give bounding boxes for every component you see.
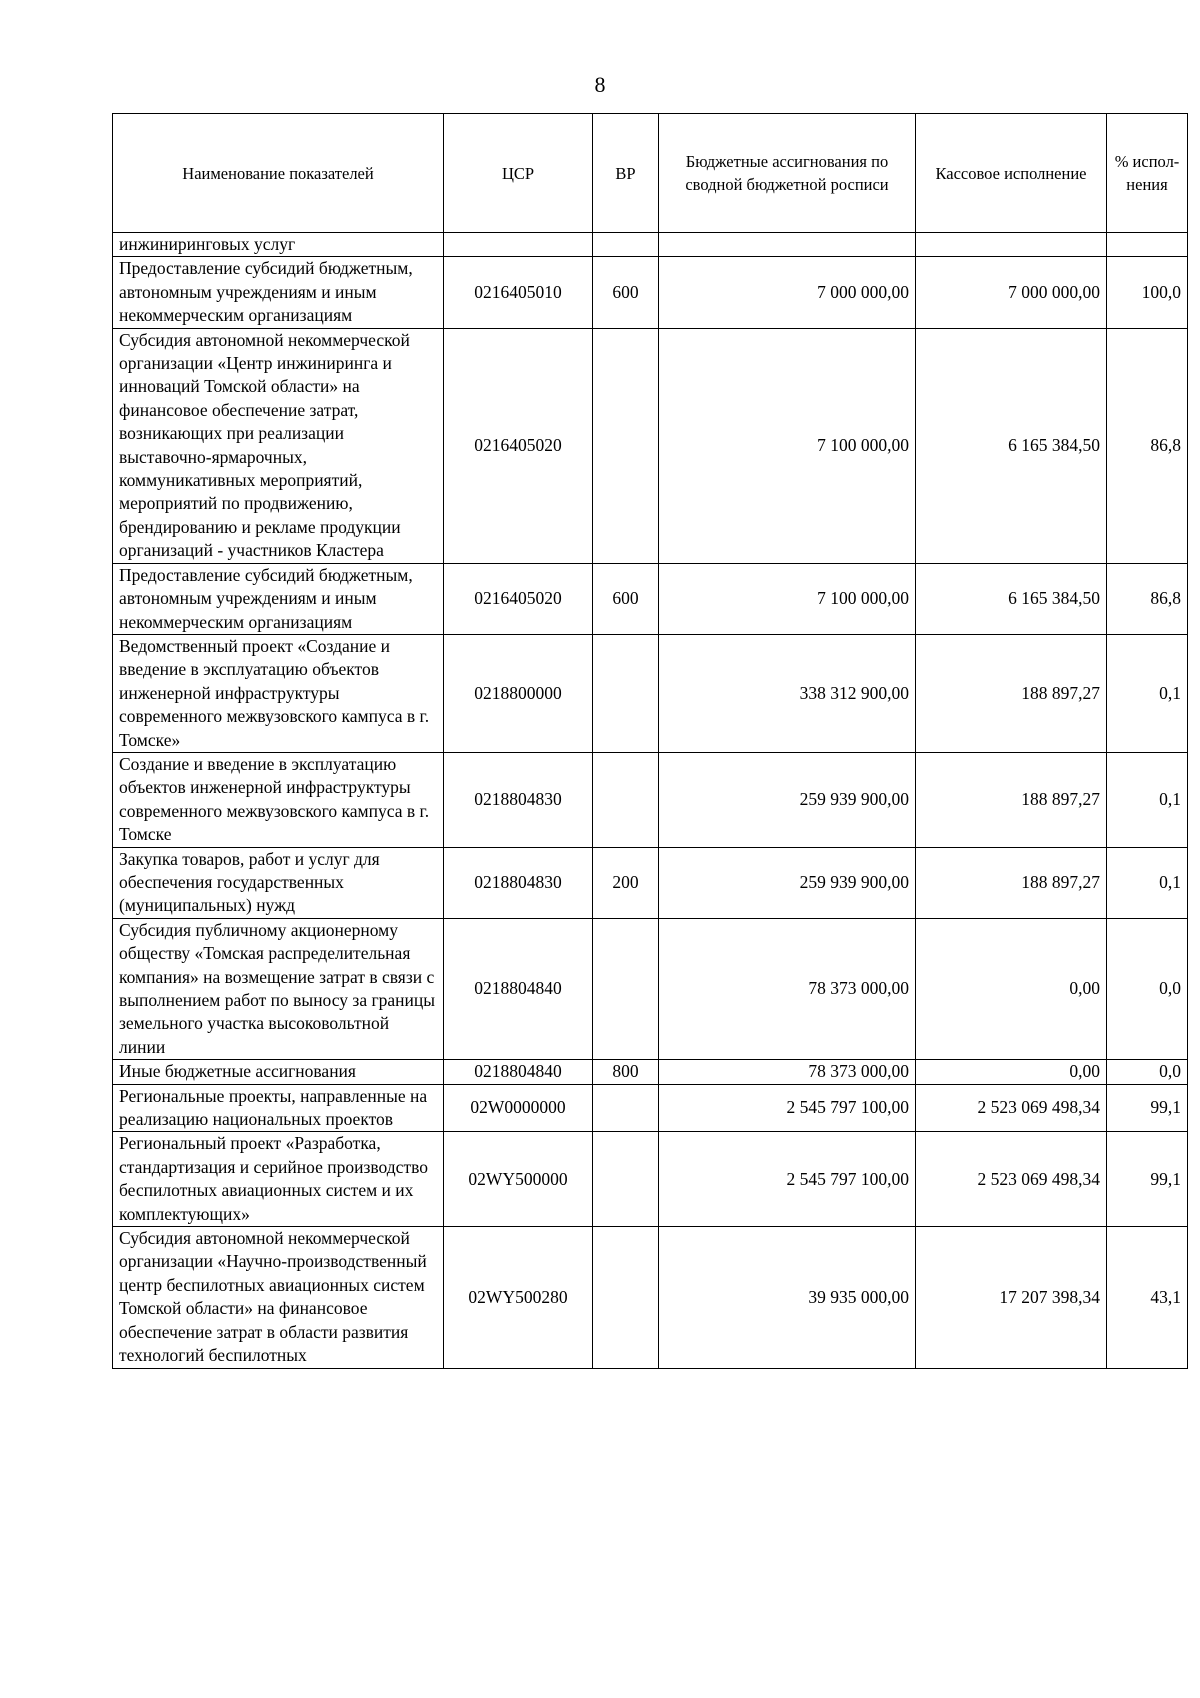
cell-vr — [593, 752, 659, 847]
cell-pct: 0,1 — [1107, 752, 1188, 847]
cell-plan: 7 100 000,00 — [659, 328, 916, 563]
header-plan: Бюджетные ассигнования по сводной бюджетной росписи — [659, 114, 916, 233]
cell-name: Предоставление субсидий бюджетным, автономным учреждениям и иным некоммерческим организациям — [113, 257, 444, 328]
cell-pct: 86,8 — [1107, 563, 1188, 634]
cell-fact — [916, 233, 1107, 257]
cell-pct: 0,0 — [1107, 918, 1188, 1059]
table-row — [113, 752, 1188, 847]
cell-name: Иные бюджетные ассигнования — [113, 1060, 444, 1084]
cell-pct: 0,0 — [1107, 1060, 1188, 1084]
cell-vr — [593, 1227, 659, 1368]
cell-plan: 7 100 000,00 — [659, 563, 916, 634]
cell-plan: 338 312 900,00 — [659, 634, 916, 752]
cell-vr — [593, 634, 659, 752]
cell-csr: 0218804840 — [444, 1060, 593, 1084]
cell-plan: 39 935 000,00 — [659, 1227, 916, 1368]
cell-vr: 600 — [593, 257, 659, 328]
cell-vr — [593, 1084, 659, 1132]
cell-name: Субсидия автономной некоммерческой организации «Научно-производственный центр беспилотных авиационных систем Томской области» на финансовое обеспечение затрат в области развития технологий беспилотных — [113, 1227, 444, 1368]
cell-pct: 0,1 — [1107, 634, 1188, 752]
cell-csr: 02WY500280 — [444, 1227, 593, 1368]
table-row — [113, 1227, 1188, 1368]
cell-fact: 188 897,27 — [916, 634, 1107, 752]
table-header-row — [113, 114, 1188, 233]
cell-pct: 99,1 — [1107, 1084, 1188, 1132]
header-fact: Кассовое исполнение — [916, 114, 1107, 233]
header-vr: ВР — [593, 114, 659, 233]
cell-plan: 2 545 797 100,00 — [659, 1084, 916, 1132]
cell-csr: 0216405010 — [444, 257, 593, 328]
cell-vr: 600 — [593, 563, 659, 634]
cell-name: Субсидия публичному акционерному обществу «Томская распределительная компания» на возмещение затрат в связи с выполнением работ по выносу за границы земельного участка высоковольтной линии — [113, 918, 444, 1059]
budget-execution-table — [112, 113, 1188, 1369]
table-row — [113, 1132, 1188, 1227]
cell-name: Региональный проект «Разработка, стандартизация и серийное производство беспилотных авиационных систем и их комплектующих» — [113, 1132, 444, 1227]
table-row — [113, 328, 1188, 563]
cell-pct: 43,1 — [1107, 1227, 1188, 1368]
cell-vr — [593, 328, 659, 563]
table-row — [113, 233, 1188, 257]
cell-plan: 2 545 797 100,00 — [659, 1132, 916, 1227]
cell-pct: 99,1 — [1107, 1132, 1188, 1227]
cell-plan: 259 939 900,00 — [659, 847, 916, 918]
table-row — [113, 1084, 1188, 1132]
cell-fact: 6 165 384,50 — [916, 563, 1107, 634]
header-name: Наименование показателей — [113, 114, 444, 233]
table-row — [113, 634, 1188, 752]
cell-pct: 86,8 — [1107, 328, 1188, 563]
header-csr: ЦСР — [444, 114, 593, 233]
cell-csr: 0218804830 — [444, 847, 593, 918]
table-row — [113, 1060, 1188, 1084]
cell-name: Субсидия автономной некоммерческой организации «Центр инжиниринга и инноваций Томской области» на финансовое обеспечение затрат, возникающих при реализации выставочно-ярмарочных, коммуникативных мероприятий, мероприятий по продвижению, брендированию и рекламе продукции организаций - участников Кластера — [113, 328, 444, 563]
table-row — [113, 847, 1188, 918]
cell-fact: 17 207 398,34 — [916, 1227, 1107, 1368]
cell-fact: 188 897,27 — [916, 847, 1107, 918]
cell-pct: 0,1 — [1107, 847, 1188, 918]
cell-vr — [593, 233, 659, 257]
cell-csr: 0216405020 — [444, 328, 593, 563]
cell-name: Ведомственный проект «Создание и введение в эксплуатацию объектов инженерной инфраструктуры современного межвузовского кампуса в г. Томске» — [113, 634, 444, 752]
cell-csr — [444, 233, 593, 257]
cell-plan: 78 373 000,00 — [659, 918, 916, 1059]
cell-fact: 0,00 — [916, 918, 1107, 1059]
cell-name: Региональные проекты, направленные на реализацию национальных проектов — [113, 1084, 444, 1132]
cell-plan: 259 939 900,00 — [659, 752, 916, 847]
cell-fact: 188 897,27 — [916, 752, 1107, 847]
cell-csr: 0218800000 — [444, 634, 593, 752]
header-pct: % испол-нения — [1107, 114, 1188, 233]
table-row — [113, 257, 1188, 328]
cell-name: инжиниринговых услуг — [113, 233, 444, 257]
cell-csr: 0216405020 — [444, 563, 593, 634]
cell-fact: 2 523 069 498,34 — [916, 1084, 1107, 1132]
cell-fact: 6 165 384,50 — [916, 328, 1107, 563]
table-row — [113, 563, 1188, 634]
cell-fact: 7 000 000,00 — [916, 257, 1107, 328]
cell-name: Создание и введение в эксплуатацию объектов инженерной инфраструктуры современного межвузовского кампуса в г. Томске — [113, 752, 444, 847]
cell-csr: 02W0000000 — [444, 1084, 593, 1132]
cell-name: Закупка товаров, работ и услуг для обеспечения государственных (муниципальных) нужд — [113, 847, 444, 918]
cell-pct — [1107, 233, 1188, 257]
cell-fact: 0,00 — [916, 1060, 1107, 1084]
cell-vr — [593, 918, 659, 1059]
cell-csr: 0218804840 — [444, 918, 593, 1059]
cell-fact: 2 523 069 498,34 — [916, 1132, 1107, 1227]
cell-csr: 0218804830 — [444, 752, 593, 847]
cell-name: Предоставление субсидий бюджетным, автономным учреждениям и иным некоммерческим организациям — [113, 563, 444, 634]
cell-vr: 800 — [593, 1060, 659, 1084]
cell-plan: 7 000 000,00 — [659, 257, 916, 328]
cell-plan: 78 373 000,00 — [659, 1060, 916, 1084]
cell-vr: 200 — [593, 847, 659, 918]
table-row — [113, 918, 1188, 1059]
cell-csr: 02WY500000 — [444, 1132, 593, 1227]
cell-vr — [593, 1132, 659, 1227]
cell-plan — [659, 233, 916, 257]
page-number: 8 — [594, 72, 606, 97]
cell-pct: 100,0 — [1107, 257, 1188, 328]
